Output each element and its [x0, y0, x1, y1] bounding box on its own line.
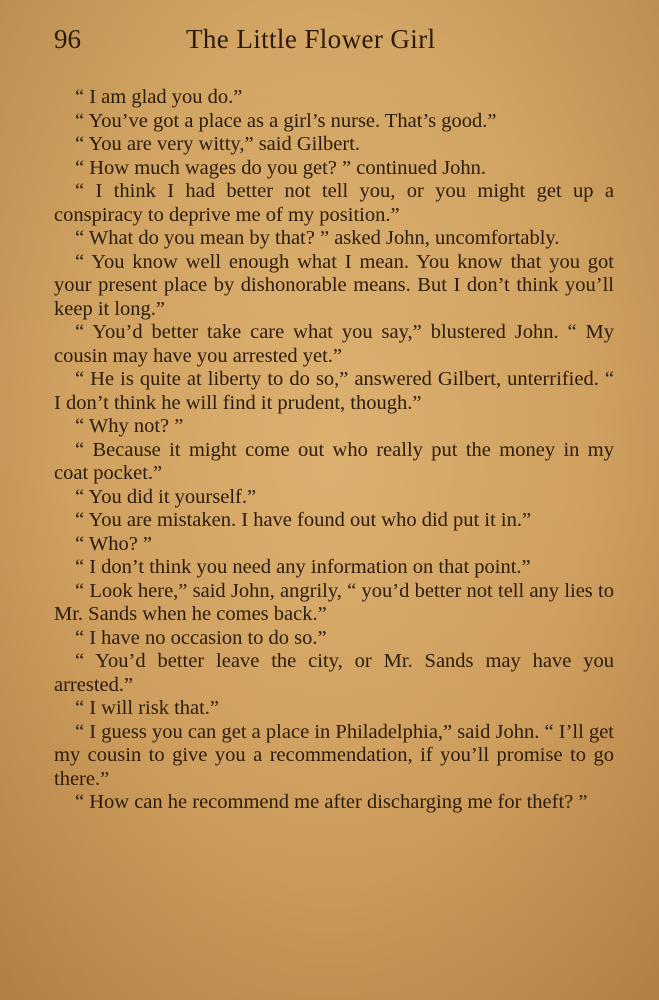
- paragraph: “ I will risk that.”: [75, 697, 220, 719]
- paragraph: “ Look here,” said John, angrily, “ you’d better not tell any lies to Mr. Sands when he comes back.”: [54, 579, 614, 625]
- paragraph: “ You know well enough what I mean. You know that you got your present place by dishonorable means. But I don’t think you’ll keep it long.”: [54, 250, 614, 320]
- paragraph: “ I guess you can get a place in Philadelphia,” said John. “ I’ll get my cousin to give you a recommendation, if you’ll promise to go there.”: [54, 720, 614, 790]
- paragraph: “ I think I had better not tell you, or you might get up a conspiracy to deprive me of my position.”: [54, 180, 614, 226]
- paragraph: “ He is quite at liberty to do so,” answered Gilbert, unterrified. “ I don’t think he will find it prudent, though.”: [54, 368, 614, 414]
- paragraph: “ I don’t think you need any information on that point.”: [75, 556, 531, 578]
- paragraph: “ Why not? ”: [75, 415, 184, 437]
- paragraph: “ What do you mean by that? ” asked John, uncomfortably.: [75, 227, 560, 249]
- page-number: 96: [54, 24, 81, 54]
- paragraph: “ Because it might come out who really put the money in my coat pocket.”: [54, 438, 614, 484]
- paragraph: “ How much wages do you get? ” continued John.: [75, 156, 487, 179]
- paragraph: “ I have no occasion to do so.”: [75, 626, 327, 649]
- paragraph: “ You are very witty,” said Gilbert.: [75, 133, 361, 155]
- paragraph: “ I am glad you do.”: [75, 86, 243, 108]
- page-header: [40, 22, 619, 58]
- body-text: [54, 86, 614, 815]
- paragraph: “ You are mistaken. I have found out who did put it in.”: [75, 509, 532, 531]
- paragraph: “ You’ve got a place as a girl’s nurse. That’s good.”: [75, 109, 497, 132]
- paragraph: “ You did it yourself.”: [75, 485, 257, 508]
- paragraph: “ How can he recommend me after discharging me for theft? ”: [75, 791, 588, 813]
- paragraph: “ You’d better take care what you say,” blustered John. “ My cousin may have you arrested yet.”: [54, 321, 614, 367]
- paragraph: “ Who? ”: [75, 532, 153, 555]
- running-title: The Little Flower Girl: [186, 24, 436, 54]
- paragraph: “ You’d better leave the city, or Mr. Sands may have you arrested.”: [54, 650, 614, 696]
